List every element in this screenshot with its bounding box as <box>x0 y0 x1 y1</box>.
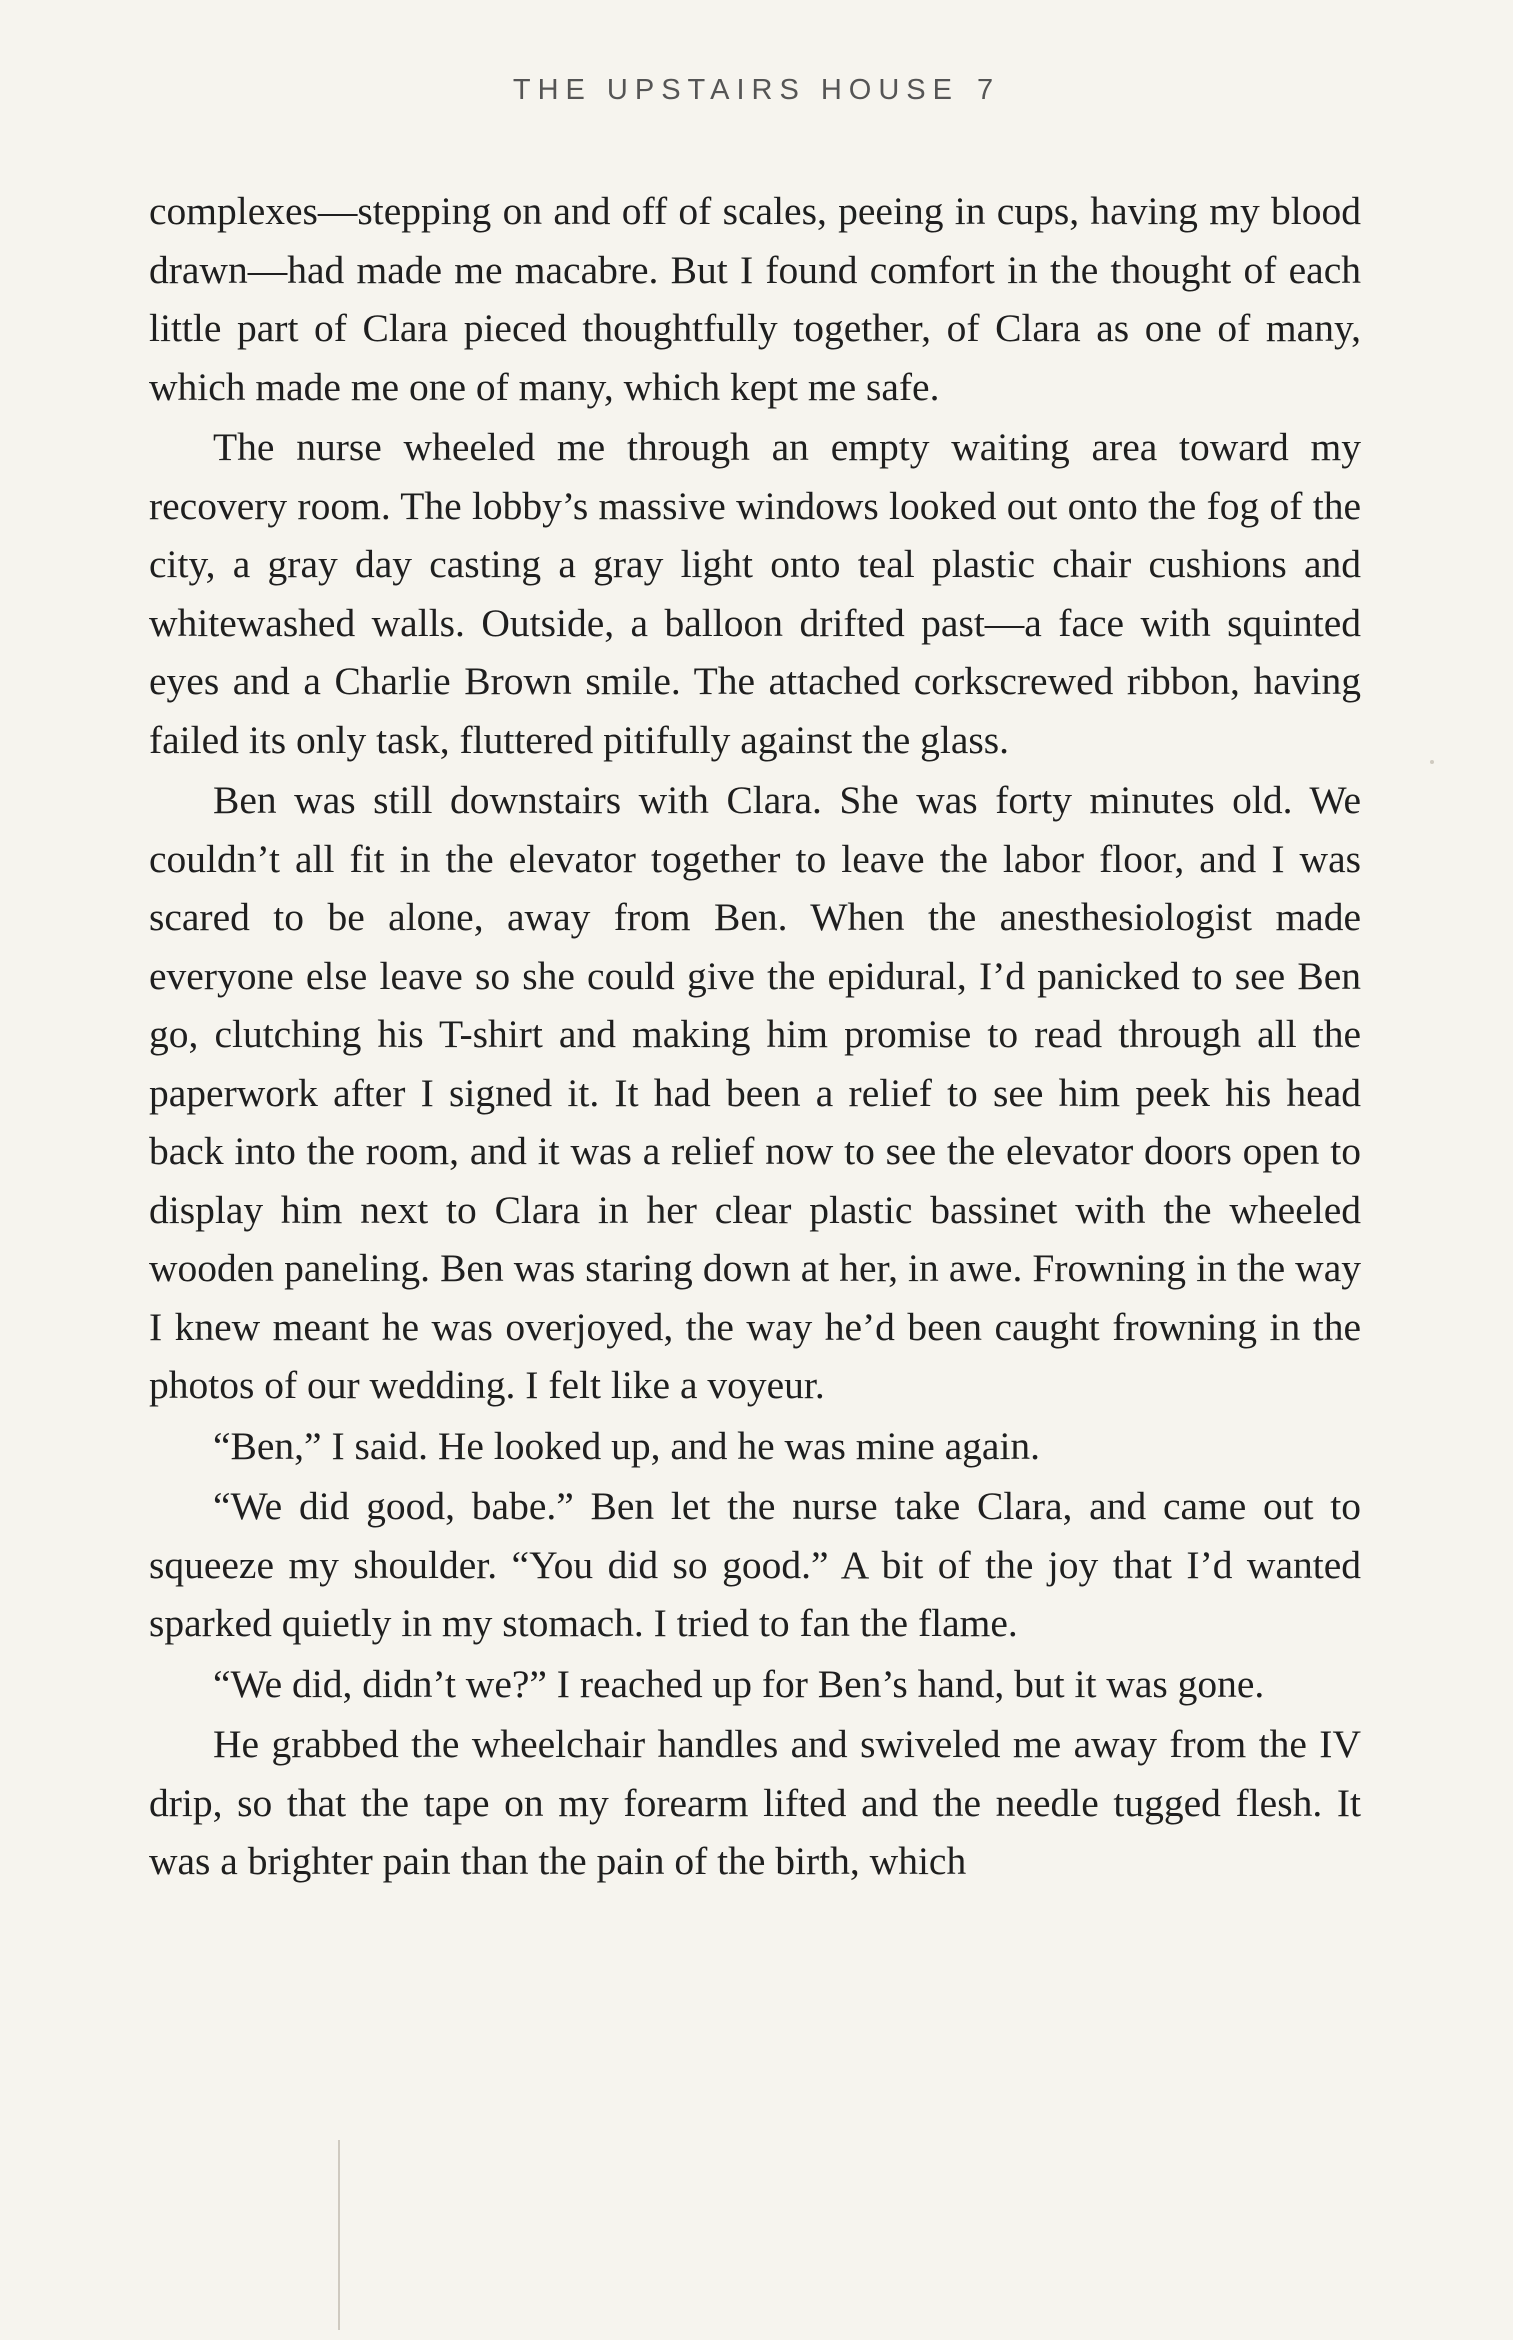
paragraph: complexes—stepping on and off of scales, peeing in cups, having my blood drawn—had made me macabre. But I found comfort in the thought of each little part of Clara pieced thoughtfully together, of Clara as one of many, which made me one of many, which kept me safe. <box>149 189 1361 409</box>
scan-artifact-dot <box>1430 760 1434 764</box>
paragraph: “Ben,” I said. He looked up, and he was mine again. <box>213 1423 1041 1468</box>
paragraph: “We did good, babe.” Ben let the nurse take Clara, and came out to squeeze my shoulder. “You did so good.” A bit of the joy that I’d wanted sparked quietly in my stomach. I tried to fan the flame. <box>149 1484 1361 1645</box>
paragraph: “We did, didn’t we?” I reached up for Ben’s hand, but it was gone. <box>213 1661 1265 1706</box>
paragraph: He grabbed the wheelchair handles and swiveled me away from the IV drip, so that the tape on my forearm lifted and the needle tugged flesh. It was a brighter pain than the pain of the birth, which <box>149 1722 1361 1883</box>
paragraph: Ben was still downstairs with Clara. She was forty minutes old. We couldn’t all fit in the elevator together to leave the labor floor, and I was scared to be alone, away from Ben. When the anesthesiologist made everyone else leave so she could give the epidural, I’d panicked to see Ben go, clutching his T-shirt and making him promise to read through all the paperwork after I signed it. It had been a relief to see him peek his head back into the room, and it was a relief now to see the elevator doors open to display him next to Clara in her clear plastic bassinet with the wheeled wooden paneling. Ben was staring down at her, in awe. Frowning in the way I knew meant he was overjoyed, the way he’d been caught frowning in the photos of our wedding. I felt like a voyeur. <box>149 778 1361 1407</box>
paragraph: The nurse wheeled me through an empty waiting area toward my recovery room. The lobby’s massive windows looked out onto the fog of the city, a gray day casting a gray light onto teal plastic chair cushions and whitewashed walls. Outside, a balloon drifted past—a face with squinted eyes and a Charlie Brown smile. The attached corkscrewed ribbon, having failed its only task, fluttered pitifully against the glass. <box>149 425 1361 762</box>
book-title: THE UPSTAIRS HOUSE <box>512 74 959 106</box>
scan-artifact-line <box>338 2140 340 2330</box>
running-header <box>0 74 1513 107</box>
page-number: 7 <box>976 74 1001 106</box>
body-text <box>149 182 1361 1891</box>
